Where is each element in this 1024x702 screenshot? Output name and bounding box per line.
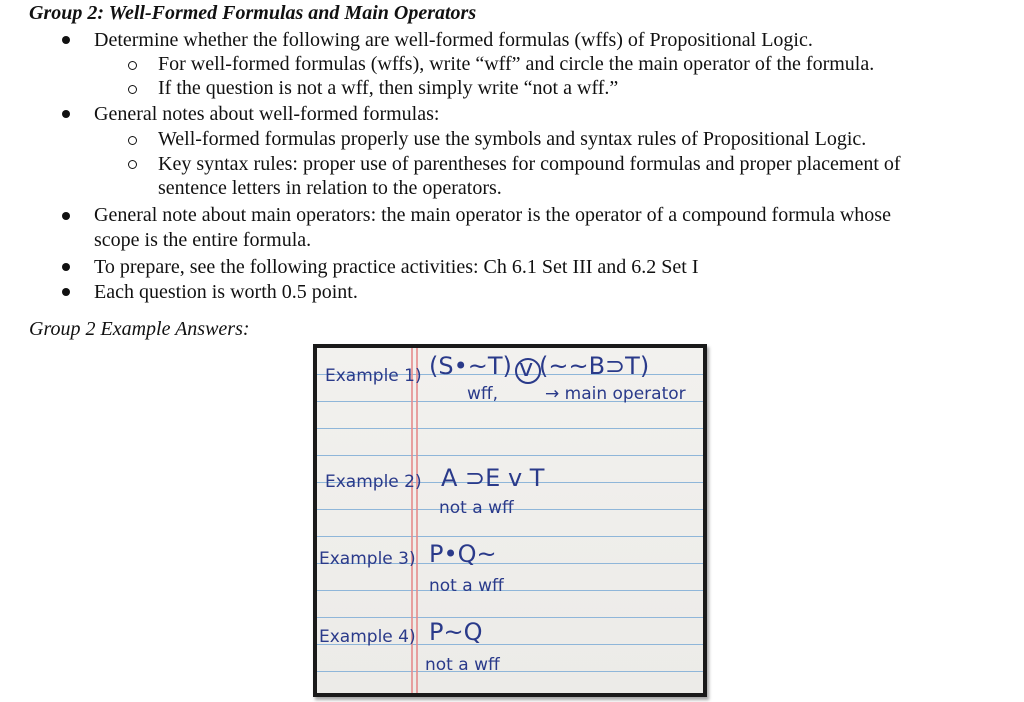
example-4-formula: P~Q bbox=[429, 618, 483, 646]
example-2-answer: not a wff bbox=[439, 498, 514, 518]
example-1-answer: wff, bbox=[467, 384, 499, 404]
example-4-label: Example 4) bbox=[319, 627, 416, 647]
bullet-dot bbox=[62, 288, 70, 296]
bullet-dot bbox=[62, 212, 70, 220]
example-1-left-formula: (S•~T) bbox=[429, 352, 512, 380]
example-1-label: Example 1) bbox=[325, 366, 422, 386]
sub-bullet-key-syntax-cont: sentence letters in relation to the operators. bbox=[158, 177, 502, 199]
sub-bullet-circle bbox=[128, 136, 137, 145]
sub-bullet-wff-instruction: For well-formed formulas (wffs), write “wff” and circle the main operator of the formula. bbox=[158, 53, 875, 75]
bullet-dot bbox=[62, 36, 70, 44]
sub-bullet-circle bbox=[128, 61, 137, 70]
example-1-right-formula: (~~B⊃T) bbox=[539, 352, 650, 380]
sub-bullet-circle bbox=[128, 160, 137, 169]
bullet-main-operator-note: General note about main operators: the main operator is the operator of a compound formula whose bbox=[94, 204, 891, 226]
example-2-label: Example 2) bbox=[325, 472, 422, 492]
example-3-answer: not a wff bbox=[429, 576, 504, 596]
sub-bullet-not-wff-instruction: If the question is not a wff, then simply write “not a wff.” bbox=[158, 77, 619, 99]
examples-heading: Group 2 Example Answers: bbox=[29, 318, 250, 340]
sub-bullet-key-syntax: Key syntax rules: proper use of parentheses for compound formulas and proper placement of bbox=[158, 153, 901, 175]
bullet-prepare: To prepare, see the following practice activities: Ch 6.1 Set III and 6.2 Set I bbox=[94, 256, 699, 278]
sub-bullet-symbols-syntax: Well-formed formulas properly use the symbols and syntax rules of Propositional Logic. bbox=[158, 128, 867, 150]
bullet-points: Each question is worth 0.5 point. bbox=[94, 281, 358, 303]
bullet-general-notes: General notes about well-formed formulas: bbox=[94, 103, 440, 125]
example-1-note: → main operator bbox=[545, 384, 686, 404]
example-1-main-operator: v bbox=[519, 354, 534, 382]
bullet-determine: Determine whether the following are well-formed formulas (wffs) of Propositional Logic. bbox=[94, 29, 813, 51]
example-3-label: Example 3) bbox=[319, 549, 416, 569]
bullet-dot bbox=[62, 110, 70, 118]
page-title: Group 2: Well-Formed Formulas and Main Operators bbox=[29, 2, 477, 24]
notebook-photo bbox=[313, 344, 707, 697]
margin-line bbox=[416, 348, 418, 693]
bullet-main-operator-note-cont: scope is the entire formula. bbox=[94, 229, 312, 251]
sub-bullet-circle bbox=[128, 85, 137, 94]
bullet-dot bbox=[62, 263, 70, 271]
example-2-formula: A ⊃E v T bbox=[441, 464, 545, 492]
example-3-formula: P•Q~ bbox=[429, 540, 497, 568]
example-4-answer: not a wff bbox=[425, 655, 500, 675]
